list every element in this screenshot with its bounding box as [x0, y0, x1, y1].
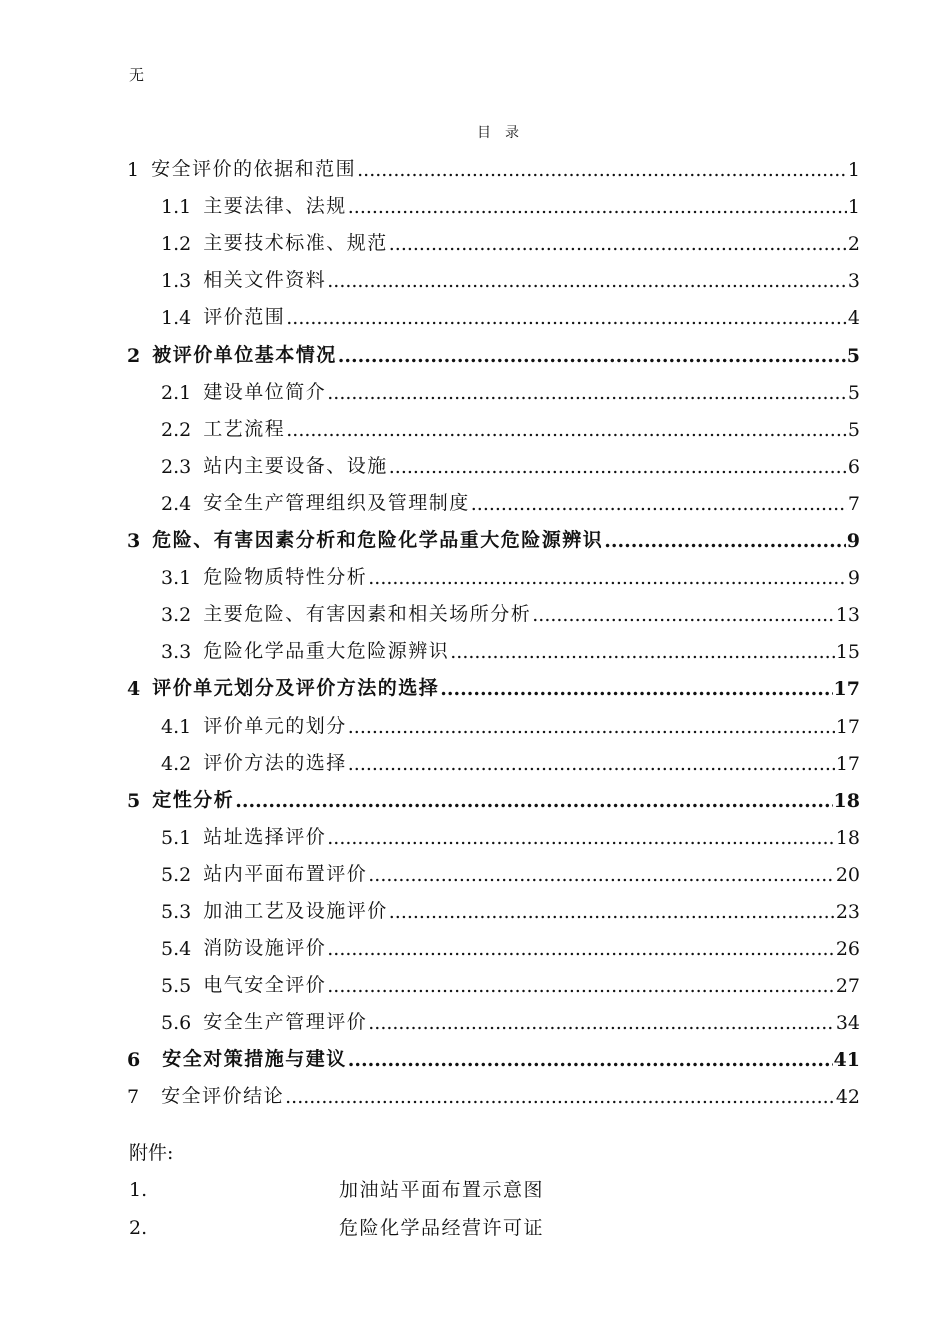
toc-entry-title: 安全评价的依据和范围	[151, 158, 357, 181]
table-of-contents	[127, 144, 860, 1108]
toc-entry-number: 5.3	[161, 900, 192, 923]
toc-entry-page: 18	[835, 826, 860, 849]
toc-dot-leader	[348, 716, 835, 738]
toc-entry-number: 5.2	[161, 863, 192, 886]
toc-dot-leader	[532, 604, 835, 626]
toc-dot-leader	[327, 382, 847, 404]
toc-entry-page: 6	[847, 455, 860, 478]
toc-entry-page: 9	[847, 567, 860, 590]
toc-entry[interactable]	[127, 552, 860, 589]
toc-entry-page: 23	[835, 900, 860, 923]
toc-entry-page: 13	[835, 604, 860, 627]
toc-entry-title: 安全评价结论	[161, 1085, 285, 1108]
toc-dot-leader	[286, 307, 847, 329]
toc-entry[interactable]	[127, 441, 860, 478]
toc-entry-page: 18	[833, 789, 860, 812]
toc-entry[interactable]	[127, 960, 860, 997]
toc-entry-number: 2.4	[161, 492, 192, 515]
toc-entry-page: 2	[847, 233, 860, 256]
toc-dot-leader	[285, 1086, 835, 1108]
toc-entry-number: 1	[127, 159, 140, 182]
toc-entry-number: 5.1	[161, 826, 192, 849]
toc-entry-number: 4	[127, 678, 141, 701]
toc-entry-title: 评价单元的划分	[203, 714, 347, 737]
toc-entry[interactable]	[127, 144, 860, 181]
toc-entry-number: 5.5	[161, 975, 192, 998]
toc-entry-page: 4	[847, 307, 860, 330]
toc-entry-page: 17	[835, 715, 860, 738]
toc-entry-page: 17	[835, 752, 860, 775]
attachments-title: 附件:	[129, 1142, 174, 1164]
toc-entry-title: 危险、有害因素分析和危险化学品重大危险源辨识	[152, 529, 604, 552]
toc-dot-leader	[450, 641, 835, 663]
toc-entry[interactable]	[127, 515, 860, 552]
toc-entry-page: 5	[846, 344, 860, 367]
toc-dot-leader	[604, 530, 846, 552]
attachment-item	[129, 1175, 544, 1202]
toc-dot-leader	[348, 196, 847, 218]
toc-entry-title: 加油工艺及设施评价	[203, 899, 388, 922]
toc-entry[interactable]	[127, 849, 860, 886]
toc-entry[interactable]	[127, 1071, 860, 1108]
toc-entry[interactable]	[127, 738, 860, 775]
toc-title: 目录	[477, 125, 533, 141]
toc-entry-title: 电气安全评价	[203, 974, 327, 997]
toc-entry[interactable]	[127, 997, 860, 1034]
toc-entry-number: 2.1	[161, 381, 192, 404]
toc-entry-number: 7	[127, 1086, 140, 1109]
toc-entry-title: 站内平面布置评价	[203, 862, 368, 885]
toc-entry-number: 5	[127, 789, 141, 812]
toc-entry-page: 26	[835, 938, 860, 961]
toc-dot-leader	[286, 419, 847, 441]
toc-entry-title: 站内主要设备、设施	[203, 454, 388, 477]
toc-dot-leader	[368, 1012, 835, 1034]
attachment-title: 加油站平面布置示意图	[339, 1179, 545, 1201]
toc-entry[interactable]	[127, 404, 860, 441]
toc-entry-title: 评价范围	[203, 306, 286, 329]
toc-dot-leader	[440, 678, 832, 700]
toc-entry-title: 评价方法的选择	[203, 751, 347, 774]
toc-entry[interactable]	[127, 923, 860, 960]
toc-dot-leader	[235, 790, 832, 812]
toc-entry-number: 1.2	[161, 233, 192, 256]
toc-entry-number: 5.6	[161, 1012, 192, 1035]
toc-entry-page: 9	[846, 530, 860, 553]
toc-entry-title: 安全生产管理组织及管理制度	[203, 491, 470, 514]
toc-entry[interactable]	[127, 329, 860, 366]
toc-entry-title: 主要法律、法规	[203, 195, 347, 218]
toc-entry-page: 41	[833, 1049, 860, 1072]
toc-entry[interactable]	[127, 181, 860, 218]
toc-entry[interactable]	[127, 775, 860, 812]
toc-dot-leader	[368, 864, 835, 886]
toc-dot-leader	[327, 938, 835, 960]
toc-dot-leader	[327, 975, 835, 997]
toc-entry-number: 5.4	[161, 938, 192, 961]
toc-entry[interactable]	[127, 589, 860, 626]
toc-entry-number: 1.3	[161, 270, 192, 293]
toc-dot-leader	[389, 233, 847, 255]
toc-entry-number: 3.2	[161, 604, 192, 627]
toc-entry-title: 建设单位简介	[203, 380, 327, 403]
toc-entry-page: 15	[835, 641, 860, 664]
attachment-number: 2.	[129, 1217, 148, 1239]
toc-entry-number: 3.1	[161, 567, 192, 590]
toc-entry-title: 安全生产管理评价	[203, 1011, 368, 1034]
toc-dot-leader	[389, 456, 847, 478]
toc-dot-leader	[348, 753, 835, 775]
toc-entry-page: 7	[847, 492, 860, 515]
toc-entry-title: 被评价单位基本情况	[152, 343, 337, 366]
toc-entry[interactable]	[127, 218, 860, 255]
toc-entry-page: 20	[835, 863, 860, 886]
toc-entry[interactable]	[127, 626, 860, 663]
toc-entry-number: 2	[127, 344, 141, 367]
toc-dot-leader	[327, 827, 835, 849]
toc-entry-title: 站址选择评价	[203, 825, 327, 848]
toc-entry-page: 42	[835, 1086, 860, 1109]
toc-entry-title: 评价单元划分及评价方法的选择	[152, 677, 440, 700]
toc-entry-title: 危险化学品重大危险源辨识	[203, 640, 450, 663]
toc-entry-number: 6	[127, 1049, 141, 1072]
toc-entry-page: 5	[847, 418, 860, 441]
toc-entry-number: 1.4	[161, 307, 192, 330]
toc-entry-title: 主要危险、有害因素和相关场所分析	[203, 603, 532, 626]
toc-entry-page: 27	[835, 975, 860, 998]
toc-entry[interactable]	[127, 886, 860, 923]
toc-entry-number: 3	[127, 530, 141, 553]
toc-entry[interactable]	[127, 663, 860, 700]
attachment-item	[129, 1213, 544, 1240]
toc-dot-leader	[368, 567, 847, 589]
toc-entry-title: 定性分析	[152, 788, 235, 811]
toc-entry-title: 安全对策措施与建议	[162, 1048, 347, 1071]
attachment-number: 1.	[129, 1179, 148, 1201]
toc-entry[interactable]	[127, 255, 860, 292]
toc-entry[interactable]	[127, 1034, 860, 1071]
toc-entry-page: 17	[833, 678, 860, 701]
toc-dot-leader	[357, 159, 847, 181]
toc-entry[interactable]	[127, 812, 860, 849]
toc-entry[interactable]	[127, 478, 860, 515]
toc-entry-number: 1.1	[161, 196, 192, 219]
toc-dot-leader	[338, 345, 846, 367]
toc-entry-page: 3	[847, 270, 860, 293]
toc-entry[interactable]	[127, 292, 860, 329]
toc-entry[interactable]	[127, 367, 860, 404]
toc-entry-title: 工艺流程	[203, 417, 286, 440]
toc-entry-title: 危险物质特性分析	[203, 566, 368, 589]
toc-dot-leader	[348, 1049, 833, 1071]
toc-entry-page: 5	[847, 381, 860, 404]
header-note: 无	[129, 66, 145, 84]
toc-entry-number: 2.2	[161, 418, 192, 441]
toc-entry-page: 1	[847, 196, 860, 219]
toc-dot-leader	[471, 493, 847, 515]
toc-entry[interactable]	[127, 700, 860, 737]
toc-entry-title: 消防设施评价	[203, 937, 327, 960]
toc-entry-title: 相关文件资料	[203, 269, 327, 292]
toc-dot-leader	[389, 901, 835, 923]
toc-entry-title: 主要技术标准、规范	[203, 232, 388, 255]
attachment-title: 危险化学品经营许可证	[339, 1217, 545, 1239]
toc-entry-number: 3.3	[161, 641, 192, 664]
toc-entry-number: 4.1	[161, 715, 192, 738]
toc-entry-page: 34	[835, 1012, 860, 1035]
toc-entry-number: 4.2	[161, 752, 192, 775]
toc-dot-leader	[327, 270, 847, 292]
toc-entry-page: 1	[847, 159, 860, 182]
toc-entry-number: 2.3	[161, 455, 192, 478]
